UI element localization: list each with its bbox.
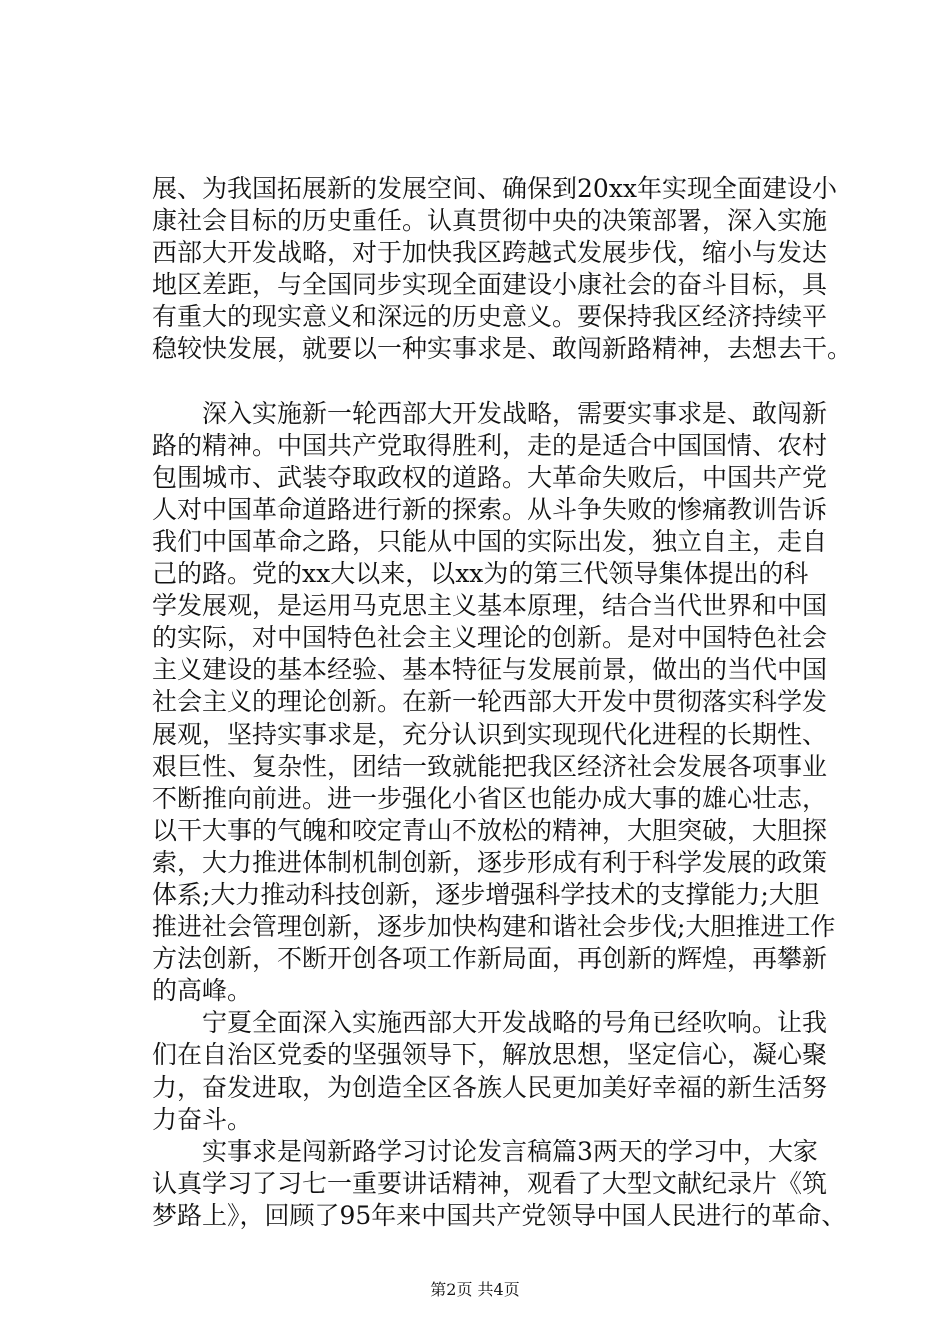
page-number-footer: 第2页 共4页 [430, 1280, 520, 1299]
text-line: 宁夏全面深入实施西部大开发战略的号角已经吹响。让我 [152, 1008, 828, 1038]
text-line: 索，大力推进体制机制创新，逐步形成有利于科学发展的政策 [152, 847, 828, 877]
paragraph-2 [152, 398, 836, 1008]
paragraph-gap [152, 366, 832, 398]
text-line: 以干大事的气魄和咬定青山不放松的精神，大胆突破，大胆探 [152, 815, 828, 845]
text-line: 人对中国革命道路进行新的探索。从斗争失败的惨痛教训告诉 [152, 494, 828, 524]
text-line: 康社会目标的历史重任。认真贯彻中央的决策部署，深入实施 [152, 206, 828, 236]
text-line: 不断推向前进。进一步强化小省区也能办成大事的雄心壮志， [152, 783, 828, 813]
text-line: 体系;大力推动科技创新，逐步增强科学技术的支撑能力;大胆 [152, 879, 819, 909]
paragraph-3 [152, 1007, 832, 1135]
text-line: 包围城市、武装夺取政权的道路。大革命失败后，中国共产党 [152, 462, 828, 492]
text-line: 社会主义的理论创新。在新一轮西部大开发中贯彻落实科学发 [152, 687, 828, 717]
text-line: 有重大的现实意义和深远的历史意义。要保持我区经济持续平 [152, 302, 828, 332]
text-line: 地区差距，与全国同步实现全面建设小康社会的奋斗目标，具 [152, 270, 828, 300]
text-line: 我们中国革命之路，只能从中国的实际出发，独立自主，走自 [152, 526, 828, 556]
text-line: 方法创新，不断开创各项工作新局面，再创新的辉煌，再攀新 [152, 944, 828, 974]
text-line: 稳较快发展，就要以一种实事求是、敢闯新路精神，去想去干。 [152, 334, 853, 364]
text-line: 学发展观，是运用马克思主义基本原理，结合当代世界和中国 [152, 591, 828, 621]
text-line: 西部大开发战略，对于加快我区跨越式发展步伐，缩小与发达 [152, 238, 828, 268]
text-line: 主义建设的基本经验、基本特征与发展前景，做出的当代中国 [152, 655, 828, 685]
text-line: 的实际，对中国特色社会主义理论的创新。是对中国特色社会 [152, 623, 828, 653]
text-line: 实事求是闯新路学习讨论发言稿篇3两天的学习中，大家 [152, 1136, 818, 1166]
text-line: 力奋斗。 [152, 1104, 253, 1134]
text-line: 己的路。党的xx大以来，以xx为的第三代领导集体提出的科 [152, 559, 809, 589]
text-line: 们在自治区党委的坚强领导下，解放思想，坚定信心，凝心聚 [152, 1040, 828, 1070]
text-line: 路的精神。中国共产党取得胜利，走的是适合中国国情、农村 [152, 430, 828, 460]
paragraph-4 [152, 1136, 847, 1232]
document-body [152, 173, 853, 1232]
paragraph-1 [152, 173, 853, 366]
text-line: 深入实施新一轮西部大开发战略，需要实事求是、敢闯新 [152, 398, 828, 428]
text-line: 力，奋发进取，为创造全区各族人民更加美好幸福的新生活努 [152, 1072, 828, 1102]
text-line: 认真学习了习七一重要讲话精神，观看了大型文献纪录片《筑 [152, 1168, 828, 1198]
text-line: 的高峰。 [152, 976, 253, 1006]
text-line: 展观，坚持实事求是，充分认识到实现现代化进程的长期性、 [152, 719, 828, 749]
text-line: 展、为我国拓展新的发展空间、确保到20xx年实现全面建设小 [152, 174, 838, 203]
text-line: 梦路上》，回顾了95年来中国共产党领导中国人民进行的革命、 [152, 1200, 847, 1230]
text-line: 推进社会管理创新，逐步加快构建和谐社会步伐;大胆推进工作 [152, 912, 836, 942]
text-line: 艰巨性、复杂性，团结一致就能把我区经济社会发展各项事业 [152, 751, 828, 781]
